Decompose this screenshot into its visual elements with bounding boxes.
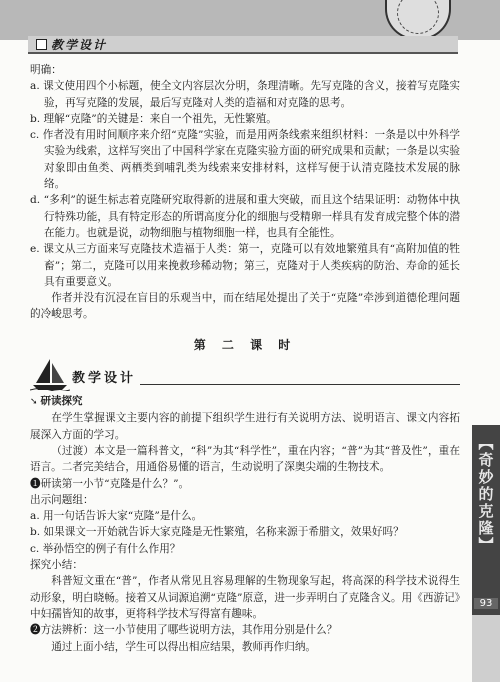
heading-rule bbox=[140, 384, 460, 385]
arrow-icon: ➘ bbox=[30, 397, 38, 408]
page-number: 93 bbox=[474, 598, 498, 609]
point-d: d. “多利”的诞生标志着克隆研究取得新的进展和重大突破，而且这个结果证明：动物体中执行特殊功能，具有特定形态的所谓高度分化的细胞与受精卵一样具有发育成完整个体的潜在能力。也就是说，动物细胞与植物细胞一样，也具有全能性。 bbox=[30, 194, 460, 239]
summary-label: 探究小结： bbox=[30, 559, 83, 572]
point-b: b. 理解“克隆”的关键是：来自一个祖先，无性繁殖。 bbox=[30, 112, 277, 125]
question-1: ❶研读第一小节“克隆是什么？”。 bbox=[30, 477, 190, 490]
subheading-label: 研读探究 bbox=[40, 395, 83, 408]
subheading bbox=[30, 393, 460, 410]
point-a: a. 课文使用四个小标题，使全文内容层次分明，条理清晰。先写克隆的含义，接着写克隆实验，再写克隆的发展，最后写克隆对人类的造福和对克隆的思考。 bbox=[30, 80, 460, 109]
question-2: ❷方法辨析：这一小节使用了哪些说明方法，其作用分别是什么？ bbox=[30, 624, 338, 637]
lesson-intro: 在学生掌握课文主要内容的前提下组织学生进行有关说明方法、说明语言、课文内容拓展深入方面的学习。 bbox=[30, 412, 460, 441]
chapter-side-tab bbox=[472, 425, 500, 615]
section-header bbox=[28, 36, 458, 54]
question-1-item-a: a. 用一句话告诉大家“克隆”是什么。 bbox=[30, 510, 203, 523]
intro-label: 明确： bbox=[30, 64, 62, 76]
point-e: e. 课文从三方面来写克隆技术造福于人类：第一，克隆可以有效地繁殖具有“高附加值的牲畜”；第二，克隆可以用来挽救珍稀动物；第三，克隆对于人类疾病的防治、寿命的延长具有重要意义。 bbox=[30, 243, 460, 288]
question-1-item-c: c. 举孙悟空的例子有什么作用？ bbox=[30, 542, 181, 555]
summary-paragraph: 科普短文重在“普”，作者从常见且容易理解的生物现象写起，将高深的科学技术说得生动形象，明白晓畅。接着又从词源追溯“克隆”原意，进一步弄明白了克隆含义。用《西游记》中妇孺皆知的故事，更将科学技术写得富有趣味。 bbox=[30, 575, 460, 620]
question-2-followup: 通过上面小结，学生可以得出相应结果，教师再作归纳。 bbox=[51, 640, 317, 653]
teach-design-title: 教学设计 bbox=[72, 370, 137, 386]
lesson-title: 第 二 课 时 bbox=[193, 337, 297, 352]
transition-paragraph: （过渡）本文是一篇科普文，“科”为其“科学性”，重在内容；“普”为其“普及性”，重在语言。二者完美结合，用通俗易懂的语言，生动说明了深奥尖端的生物技术。 bbox=[30, 444, 460, 474]
section-title: 教学设计 bbox=[51, 37, 108, 52]
main-content bbox=[30, 62, 460, 655]
side-strip bbox=[472, 615, 500, 682]
checkbox-square-icon bbox=[36, 39, 47, 50]
teach-design-heading bbox=[30, 357, 460, 391]
sailboat-icon bbox=[30, 357, 70, 391]
question-1-item-b: b. 如果课文一开始就告诉大家克隆是无性繁殖，名称来源于希腊文，效果好吗？ bbox=[30, 526, 404, 539]
chapter-tab-label: 【奇妙的克隆】 bbox=[476, 435, 495, 554]
closing-paragraph: 作者并没有沉浸在盲目的乐观当中，而在结尾处提出了关于“克隆”牵涉到道德伦理问题的冷峻思考。 bbox=[30, 292, 460, 321]
point-c: c. 作者没有用时间顺序来介绍“克隆”实验，而是用两条线索来组织材料：一条是以中外科学实验为线索，这样写突出了中国科学家在克隆实验方面的研究成果和贡献；一条是以实验对象即由鱼类、两栖类到哺乳类为线索来安排材料，这样写便于认清克隆技术发展的脉络。 bbox=[30, 129, 460, 191]
question-1-prompt: 出示问题组： bbox=[30, 493, 94, 506]
